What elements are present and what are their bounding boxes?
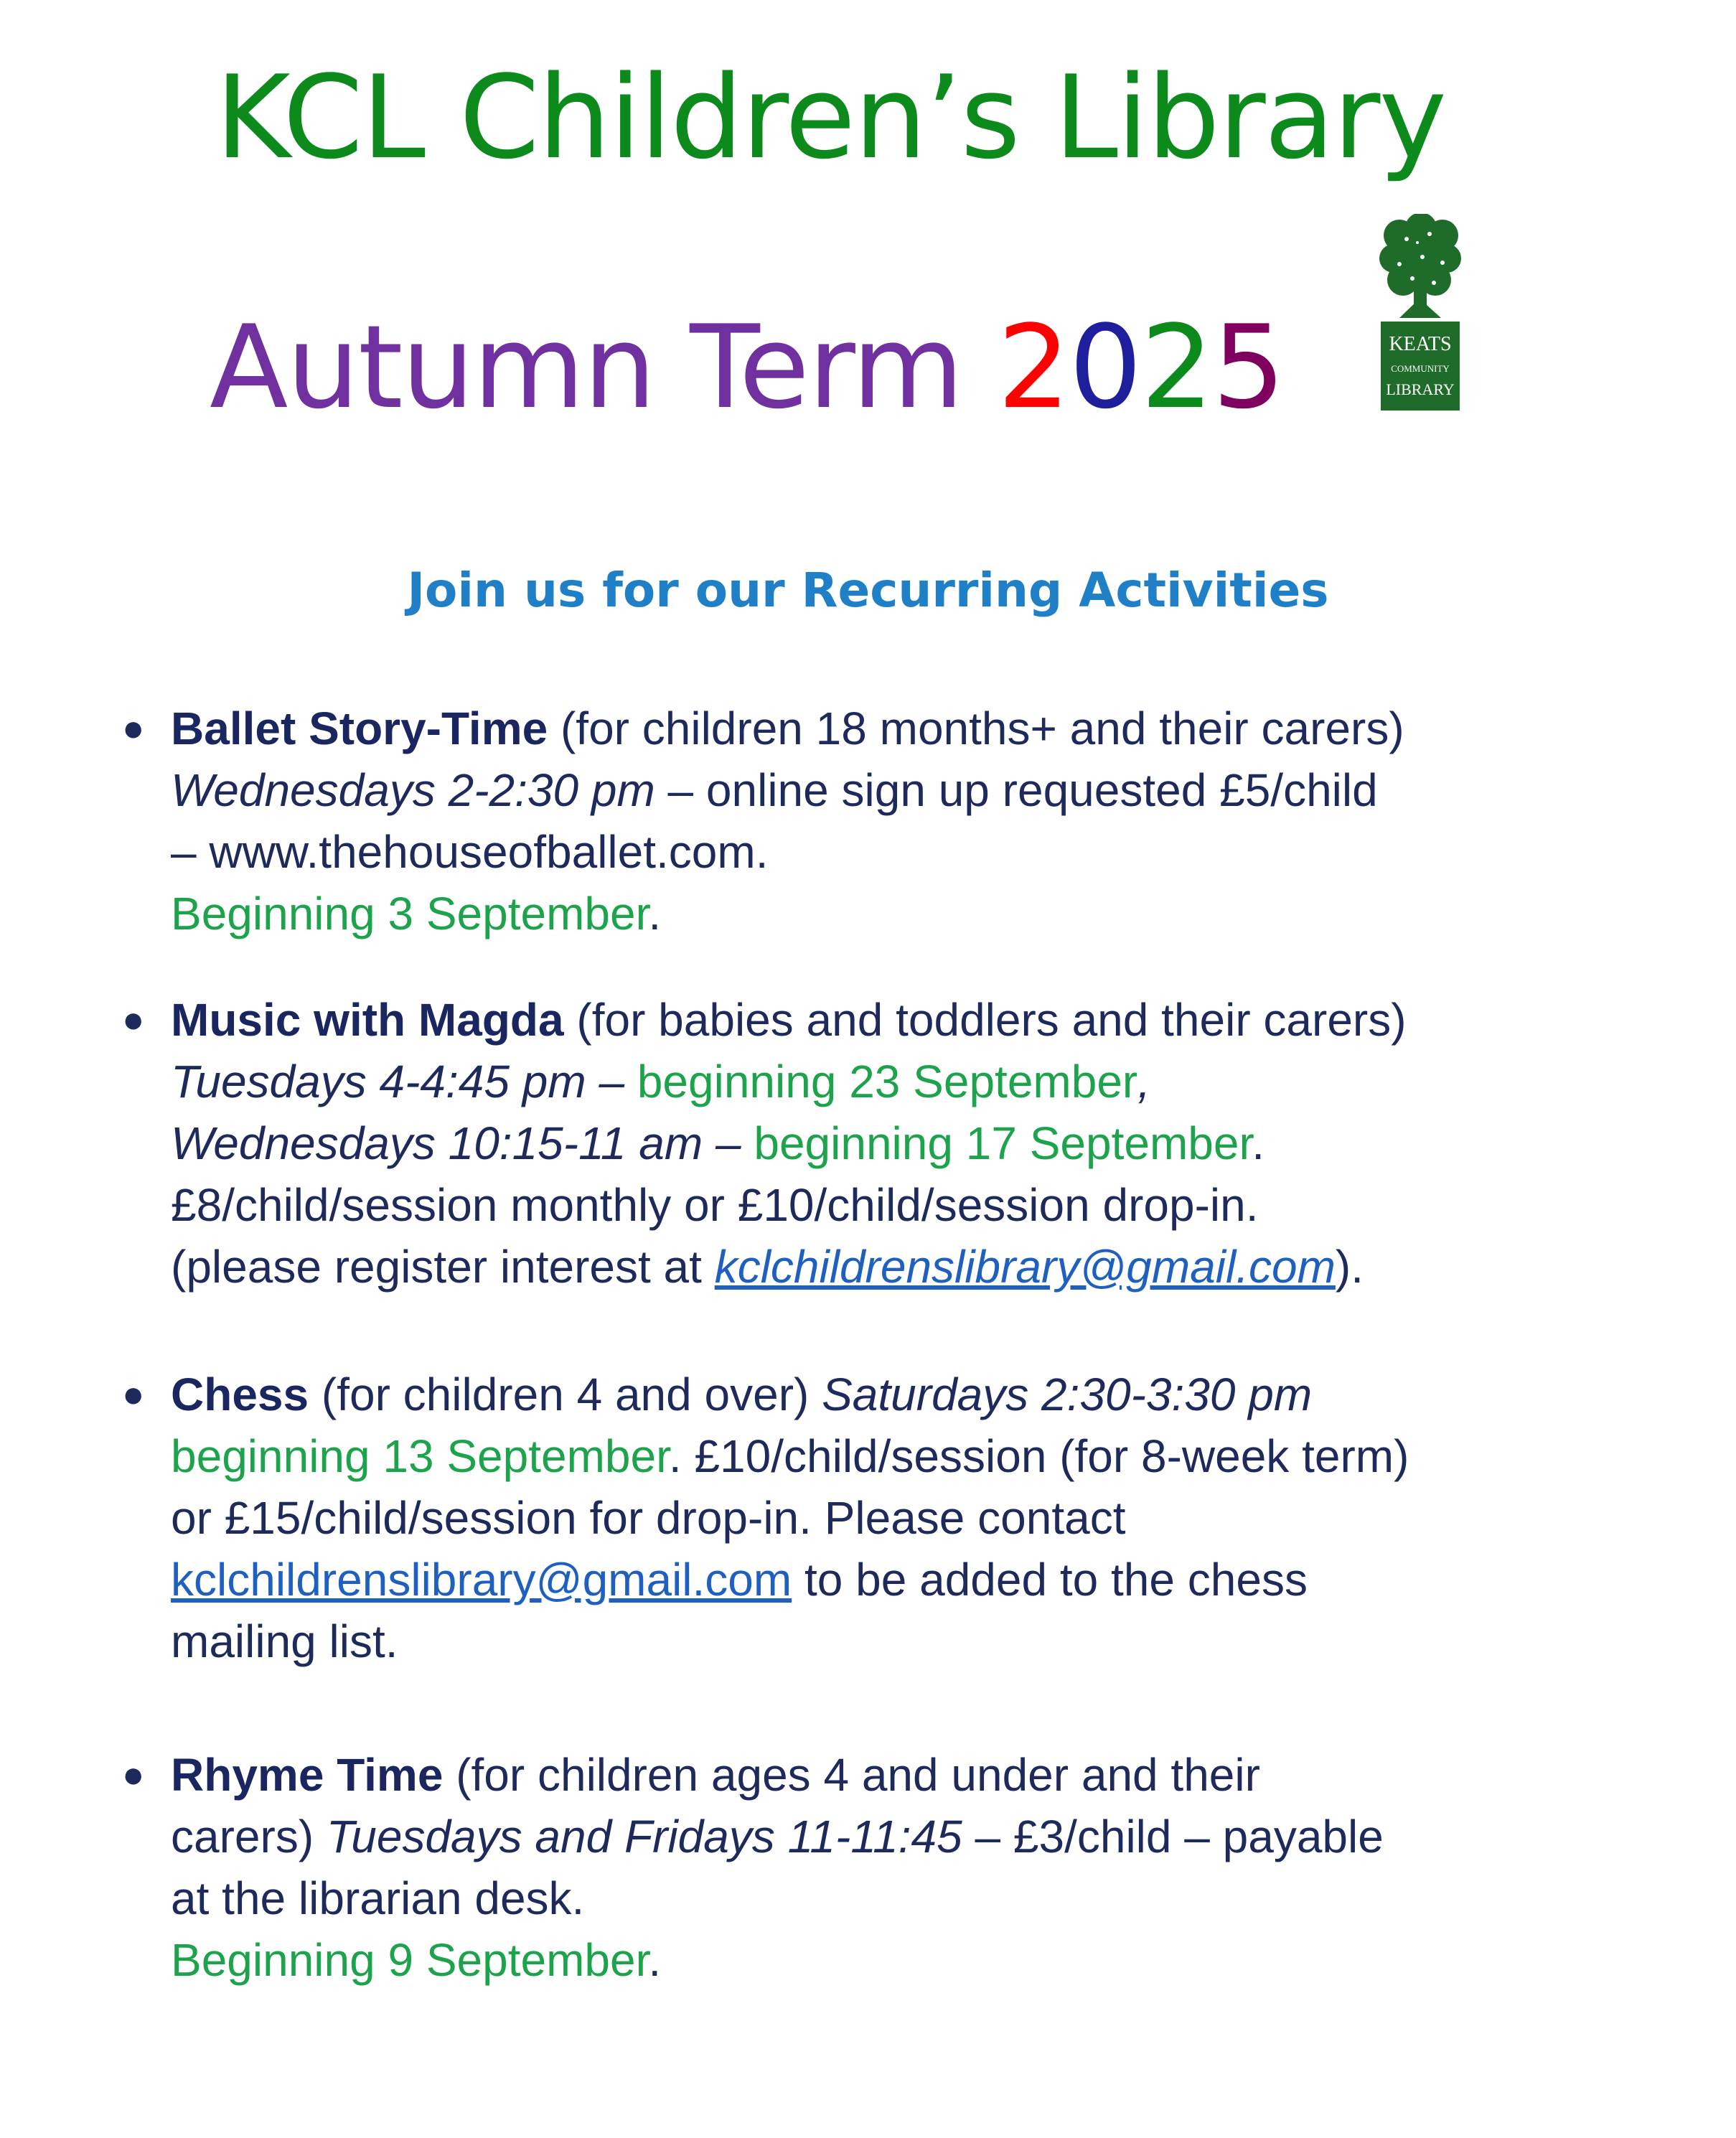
rhyme-pricing-2: at the librarian desk. bbox=[171, 1872, 585, 1924]
bullet-icon: ● bbox=[122, 708, 145, 749]
ballet-website: – www.thehouseofballet.com. bbox=[171, 826, 769, 878]
chess-line-4 bbox=[171, 1549, 1678, 1610]
ballet-line-4 bbox=[171, 883, 1678, 944]
year-digit-3: 2 bbox=[1140, 300, 1213, 434]
activity-audience: (for children 4 and over) bbox=[309, 1369, 822, 1420]
music-line-1 bbox=[171, 989, 1678, 1051]
activity-music bbox=[122, 989, 1678, 1298]
rhyme-line-2 bbox=[171, 1806, 1678, 1867]
music-line-5 bbox=[171, 1236, 1678, 1298]
ballet-line-1 bbox=[171, 698, 1678, 759]
activity-schedule-1: Tuesdays 4-4:45 pm – bbox=[171, 1056, 625, 1107]
activity-schedule: Tuesdays and Fridays 11-11:45 bbox=[326, 1811, 962, 1862]
activity-audience: (for children ages 4 and under and their bbox=[443, 1749, 1260, 1801]
chess-line-2 bbox=[171, 1425, 1678, 1487]
register-suffix: ). bbox=[1335, 1241, 1364, 1293]
period: . bbox=[648, 888, 662, 939]
activity-audience-2: carers) bbox=[171, 1811, 327, 1862]
chess-line-5: mailing list. bbox=[171, 1616, 398, 1667]
comma: , bbox=[1137, 1056, 1150, 1107]
ballet-line-2 bbox=[171, 759, 1678, 821]
bullet-icon: ● bbox=[122, 999, 145, 1041]
activity-schedule: Saturdays 2:30-3:30 pm bbox=[822, 1369, 1313, 1420]
year-digit-1: 2 bbox=[997, 300, 1069, 434]
term-title bbox=[210, 300, 1284, 434]
page-title: KCL Children’s Library bbox=[215, 50, 1446, 184]
activity-pricing: . £10/child/session (for 8-week term) bbox=[668, 1430, 1409, 1482]
contact-suffix: to be added to the chess bbox=[792, 1554, 1308, 1605]
activity-beginning: beginning 13 September bbox=[171, 1430, 669, 1482]
rhyme-line-4 bbox=[171, 1929, 1678, 1991]
activity-ballet bbox=[122, 698, 1678, 944]
music-line-2 bbox=[171, 1051, 1678, 1112]
keats-community-library-logo bbox=[1378, 214, 1463, 413]
activity-beginning-1: beginning 23 September bbox=[624, 1056, 1138, 1107]
bullet-icon: ● bbox=[122, 1374, 145, 1415]
activity-chess bbox=[122, 1364, 1678, 1672]
logo-text-community: COMMUNITY bbox=[1391, 363, 1450, 374]
year-digit-2: 0 bbox=[1069, 300, 1141, 434]
music-line-3 bbox=[171, 1112, 1678, 1174]
logo-text-keats: KEATS bbox=[1389, 333, 1452, 355]
music-pricing: £8/child/session monthly or £10/child/session drop-in. bbox=[171, 1179, 1259, 1231]
year-digit-4: 5 bbox=[1212, 300, 1284, 434]
activity-name: Rhyme Time bbox=[171, 1749, 444, 1801]
activity-schedule-2: Wednesdays 10:15-11 am – bbox=[171, 1117, 741, 1169]
activity-audience: (for children 18 months+ and their carers) bbox=[548, 703, 1404, 754]
activity-signup: – online sign up requested £5/child bbox=[654, 764, 1378, 816]
activity-schedule: Wednesdays 2-2:30 pm bbox=[171, 764, 655, 816]
email-link[interactable]: kclchildrenslibrary@gmail.com bbox=[171, 1554, 792, 1605]
activity-name: Music with Magda bbox=[171, 994, 564, 1046]
activity-rhyme bbox=[122, 1744, 1678, 1991]
activity-name: Ballet Story-Time bbox=[171, 703, 548, 754]
activity-beginning-2: beginning 17 September bbox=[741, 1117, 1252, 1169]
term-title-text: Autumn Term bbox=[210, 300, 998, 434]
activity-name: Chess bbox=[171, 1369, 309, 1420]
logo-text-library: LIBRARY bbox=[1386, 380, 1455, 398]
email-link[interactable]: kclchildrenslibrary@gmail.com bbox=[714, 1241, 1336, 1293]
section-heading: Join us for our Recurring Activities bbox=[407, 563, 1329, 618]
rhyme-line-1 bbox=[171, 1744, 1678, 1806]
chess-pricing-2: or £15/child/session for drop-in. Please contact bbox=[171, 1492, 1126, 1544]
register-prefix: (please register interest at bbox=[171, 1241, 715, 1293]
activity-audience: (for babies and toddlers and their carers) bbox=[563, 994, 1407, 1046]
period: . bbox=[648, 1934, 662, 1986]
bullet-icon: ● bbox=[122, 1754, 145, 1796]
period: . bbox=[1252, 1117, 1265, 1169]
activity-beginning: Beginning 9 September bbox=[171, 1934, 649, 1986]
activity-pricing: – £3/child – payable bbox=[962, 1811, 1384, 1862]
activity-beginning: Beginning 3 September bbox=[171, 888, 649, 939]
chess-line-1 bbox=[171, 1364, 1678, 1425]
